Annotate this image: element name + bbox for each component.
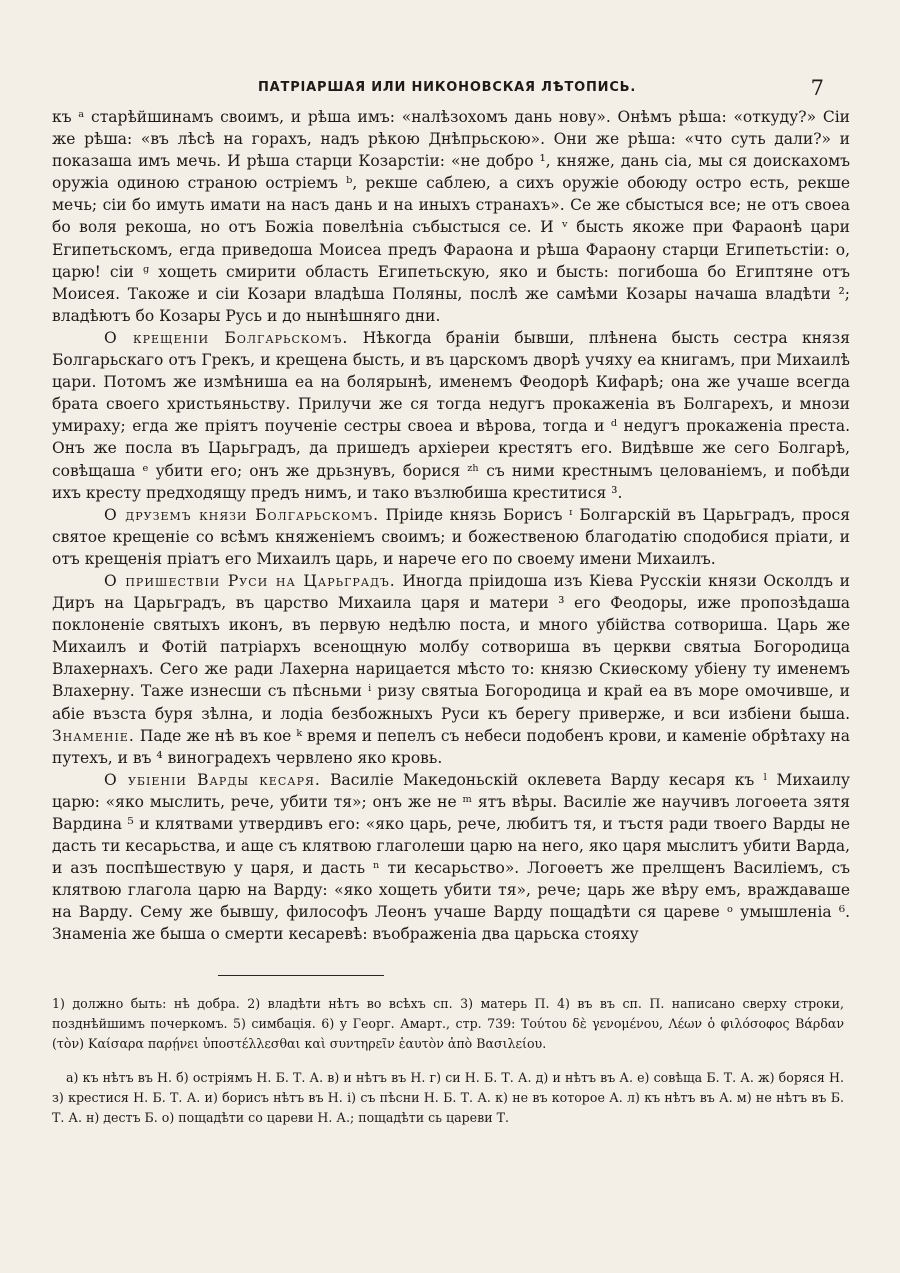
running-header <box>0 76 900 100</box>
numbered-footnotes: 1) должно быть: нѣ добра. 2) владѣти нѣтъ во всѣхъ сп. 3) матерь П. 4) въ въ сп. П. написано сверху строки, позднѣйшимъ почеркомъ. 5) симбація. 6) у Георг. Амарт., стр. 739: Τούτου δὲ γενομένου, Λέων ὁ φιλόσοφος Βάρδαν (τὸν) Καίσαρα παρῄνει ὑποστέλλεσθαι καὶ συντηρεῖν ἑαυτὸν ἀπὸ Βασιλείου. <box>52 996 844 1051</box>
paragraph-1 <box>52 106 850 327</box>
footnote-divider <box>218 975 384 976</box>
paragraph-4-text: Иногда пріидоша изъ Кіева Русскіи князи Осколдъ и Диръ на Царьградъ, въ царство Михаила царя и матери ³ его Феодоры, иже пропозѣдаша поклоненіе святыхъ иконъ, въ первую недѣлю поста, и много убійства сотвориша. Царь же Михаилъ и Фотій патріархъ всенощную молбу сотвориша въ церкви святыа Богородица Влахернахъ. Сего же ради Лахерна нарицается мѣсто то: князю Скиѳскому убіену ту именемъ Влахерну. Таже изнесши съ пѣсньми ⁱ ризу святыа Богородица и край еа въ море омочивше, и абіе възста буря зѣлна, и лодіа безбожныхъ Руси къ берегу приверже, и вси избіени быша. <box>52 571 850 723</box>
variant-readings: а) къ нѣтъ въ Н. б) остріямъ Н. Б. Т. А. в) и нѣтъ въ Н. г) си Н. Б. Т. А. д) и нѣтъ въ А. е) совѣща Б. Т. А. ж) боряся Н. з) крестися Н. Б. Т. А. и) борисъ нѣтъ въ Н. і) съ пѣсни Н. Б. Т. А. к) не въ которое А. л) къ нѣтъ въ А. м) не нѣтъ въ Б. Т. А. н) дестъ Б. о) пощадѣти со цареви Н. А.; пощадѣти сь цареви Т. <box>52 1070 844 1125</box>
footnote-spacer <box>52 1054 844 1068</box>
paragraph-3-text: Пріиде князь Борисъ ᶦ Болгарскій въ Царьградъ, прося святое крещеніе со всѣмъ княженіемъ своимъ; и божественою благодатію сподобися пріати, и отъ крещенія пріатъ его Михаилъ царь, и нарече его по своему имени Михаилъ. <box>52 505 850 568</box>
paragraph-rus-coming <box>52 570 850 769</box>
footnotes <box>52 994 844 1128</box>
paragraph-bardas-murder <box>52 769 850 946</box>
section-heading-other-prince: О друземъ князи Болгарьскомъ. <box>104 505 380 524</box>
section-heading-rus-coming: О пришествіи Руси на Царьградъ. <box>104 571 396 590</box>
page-number: 7 <box>810 76 824 100</box>
main-text <box>52 106 850 946</box>
running-title: ПАТРІАРШАЯ ИЛИ НИКОНОВСКАЯ ЛѢТОПИСЬ. <box>258 80 637 95</box>
paragraph-4-sign-text: Паде же нѣ въ кое ᵏ время и пепелъ съ небеси подобенъ крови, и каменіе обрѣтаху на путехъ, и въ ⁴ виноградехъ червлено яко кровь. <box>52 726 850 767</box>
section-heading-sign: Знаменіе. <box>52 726 135 745</box>
paragraph-bulgarian-baptism <box>52 327 850 504</box>
paragraph-5-text: Василіе Македоньскій оклевета Варду кесаря къ ˡ Михаилу царю: «яко мыслить, рече, убити тя»; онъ же не ᵐ ятъ вѣры. Василіе же научивъ логоѳета зятя Вардина ⁵ и клятвами утвердивъ его: «яко царь, рече, любитъ тя, и тъстя ради твоего Варды не дасть ти кесарьства, и аще съ клятвою глаголеши царю на него, яко царя мыслитъ убити Варда, и азъ поспѣшествую у царя, и дасть ⁿ ти кесарьство». Логоѳетъ же прелщенъ Василіемъ, съ клятвою глагола царю на Варду: «яко хощеть убити тя», рече; царь же вѣру емъ, враждаваше на Варду. Сему же бывшу, философъ Леонъ учаше Варду пощадѣти ся цареве ᵒ умышленіа ⁶. Знаменіа же быша о смерти кесаревѣ: въображеніа два царьска стояху <box>52 770 850 944</box>
section-heading-bardas-murder: О убіеніи Варды кесаря. <box>104 770 321 789</box>
section-heading-bulgarian-baptism: О крещеніи Болгарьскомъ. <box>104 328 349 347</box>
paragraph-2-text: Нѣкогда браніи бывши, плѣнена бысть сестра князя Болгарьскаго отъ Грекъ, и крещена бысть, и въ царскомъ дворѣ учяху еа книгамъ, при Михаилѣ цари. Потомъ же измѣниша еа на болярынѣ, именемъ Феодорѣ Кифарѣ; она же учаше всегда брата своего христьяньству. Прилучи же ся тогда недугъ прокаженіа въ Болгарехъ, и мнози умираху; егда же пріятъ поученіе сестры своеа и вѣрова, тогда и ᵈ недугъ прокаженіа преста. Онъ же посла въ Царьградъ, да пришедъ архіереи крестятъ его. Видѣвше же сего Болгарѣ, совѣщаша ᵉ убити его; онъ же дрьзнувъ, борися ᶻʰ съ ними крестнымъ целованіемъ, и побѣди ихъ кресту предходящу предъ нимъ, и тако възлюбиша креститися ³. <box>52 328 851 502</box>
paragraph-other-prince <box>52 504 850 570</box>
paragraph-1-text: къ ᵃ старѣйшинамъ своимъ, и рѣша имъ: «налѣзохомъ дань нову». Онѣмъ рѣша: «откуду?» Сіи же рѣша: «въ лѣсѣ на горахъ, надъ рѣкою Днѣпрьскою». Они же рѣша: «что суть дали?» и показаша имъ мечь. И рѣша старци Козарстіи: «не добро ¹, княже, дань сіа, мы ся доискахомъ оружіа одиною страною остріемъ ᵇ, рекше саблею, а сихъ оружіе обоюду остро есть, рекше мечь; сіи бо имуть имати на насъ дань и на иныхъ странахъ». Се же сбыстыся все; не отъ своеа бо воля рекоша, но отъ Божіа повелѣніа събыстыся се. И ᵛ бысть якоже при Фараонѣ цари Египетьскомъ, егда приведоша Моисеа предъ Фараона и рѣша Фараону старци Египетьстіи: о, царю! сіи ᵍ хощеть смирити область Египетьскую, яко и бысть: погибоша бо Египтяне отъ Моисея. Такоже и сіи Козари владѣша Поляны, послѣ же самѣми Козары начаша владѣти ²; владѣютъ бо Козары Русь и до нынѣшняго дни. <box>52 108 850 325</box>
